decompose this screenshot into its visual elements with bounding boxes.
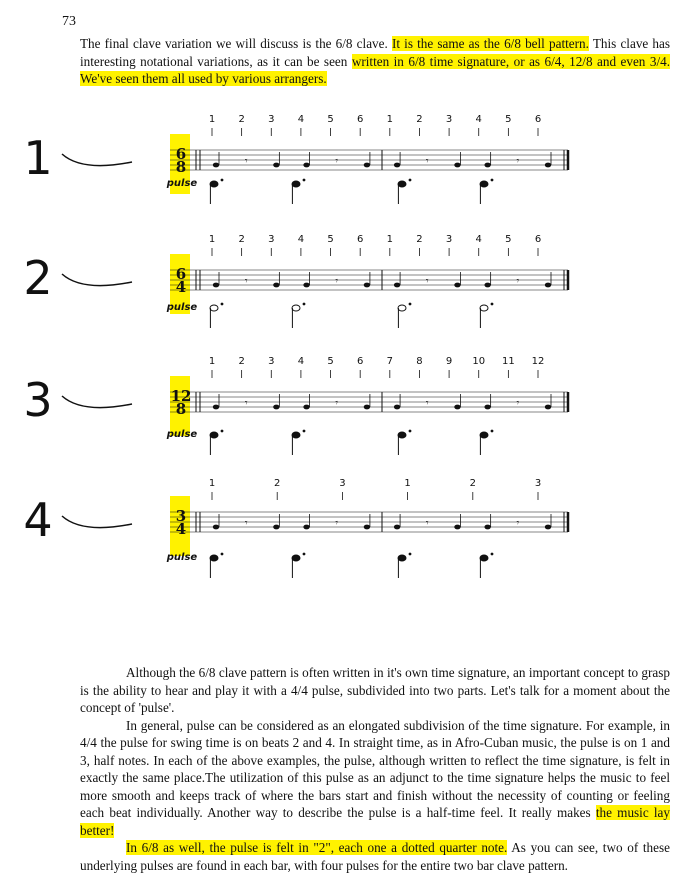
note-head <box>213 283 219 288</box>
rest: 𝄾 <box>335 518 339 529</box>
pulse-note-head <box>398 432 406 438</box>
rest: 𝄾 <box>516 276 520 287</box>
note-head <box>364 525 370 530</box>
beat-number: 10 <box>472 356 486 367</box>
outro-p2-text: In general, pulse can be considered as an elongated subdivision of the time signature. For example, in 4/4 the pulse for swing time is on beats 2 and 4. In straight time, as in Afro-Cuban music, the pulse is on 1 and 3, half notes. In each of the above examples, the pulse, although written to reflect the time signature, is felt in exactly the same place.The utilization of this pulse as an adjunct to the time signature helps the music to feel more smooth and keeps track of where the bars start and finish without the necessity of counting or feeling each beat individually. Another way to describe the pulse is a half-time feel. It really makes <box>80 717 670 820</box>
note-head <box>484 405 490 410</box>
beat-number: 1 <box>208 478 216 489</box>
rest: 𝄾 <box>516 398 520 409</box>
pulse-dot <box>491 179 494 182</box>
pulse-note-head <box>292 432 300 438</box>
example-number: 2 <box>23 251 53 305</box>
rest: 𝄾 <box>516 518 520 529</box>
outro-p3-highlight: In 6/8 as well, the pulse is felt in "2", each one a dotted quarter note. <box>126 840 508 855</box>
time-signature-bottom: 4 <box>175 278 187 296</box>
pulse-dot <box>491 553 494 556</box>
pulse-note-head <box>292 181 300 187</box>
beat-number: 6 <box>356 356 364 367</box>
pulse-dot <box>409 430 412 433</box>
pulse-dot <box>303 553 306 556</box>
note-head <box>273 163 279 168</box>
beat-number: 5 <box>327 356 334 367</box>
note-head <box>454 525 460 530</box>
beat-number: 9 <box>445 356 453 367</box>
time-signature-bottom: 8 <box>175 400 187 418</box>
rest: 𝄾 <box>425 518 429 529</box>
note-head <box>273 405 279 410</box>
pulse-note-head <box>210 181 218 187</box>
beat-number: 2 <box>416 234 423 245</box>
intro-text-2: This clave has interesting notational variations, as it can be seen <box>80 36 670 69</box>
intro-highlight-2: written in 6/8 time signature, or as 6/4, 12/8 and even 3/4. We've seen them all used by various arrangers. <box>80 53 670 86</box>
intro-text-1: The final clave variation we will discuss is the 6/8 clave. <box>80 36 388 51</box>
note-head <box>484 283 490 288</box>
note-head <box>454 283 460 288</box>
beat-number: 3 <box>534 478 542 489</box>
rest: 𝄾 <box>244 276 248 287</box>
example-2 <box>23 234 568 328</box>
rest: 𝄾 <box>244 518 248 529</box>
note-head <box>273 525 279 530</box>
time-signature-bottom: 4 <box>175 520 187 538</box>
beat-number: 5 <box>505 234 512 245</box>
rest: 𝄾 <box>335 156 339 167</box>
pulse-dot <box>409 553 412 556</box>
beat-number: 4 <box>475 114 482 125</box>
outro-paragraph-2 <box>80 717 670 840</box>
time-signature-top: 3 <box>175 507 187 525</box>
beat-number: 5 <box>327 234 334 245</box>
note-head <box>545 405 551 410</box>
beat-number: 6 <box>534 114 542 125</box>
time-signature-top: 6 <box>175 265 187 283</box>
beat-number: 5 <box>505 114 512 125</box>
note-head <box>454 163 460 168</box>
note-head <box>303 405 309 410</box>
beat-number: 6 <box>356 234 364 245</box>
beat-number: 3 <box>445 234 453 245</box>
note-head <box>484 525 490 530</box>
note-head <box>303 163 309 168</box>
pulse-dot <box>221 553 224 556</box>
pulse-dot <box>409 179 412 182</box>
note-head <box>484 163 490 168</box>
pulse-note-head <box>398 305 406 311</box>
note-head <box>394 163 400 168</box>
pulse-note-head <box>210 305 218 311</box>
beat-number: 1 <box>386 234 394 245</box>
time-signature-top: 12 <box>170 387 192 405</box>
outro-p3-text: As you can see, two of these underlying pulses are found in each bar, with four pulses for the entire two bar clave pattern. <box>80 840 670 873</box>
handwritten-dash <box>62 516 132 528</box>
beat-number: 3 <box>268 356 275 367</box>
example-4 <box>23 478 568 578</box>
pulse-note-head <box>480 432 488 438</box>
rest: 𝄾 <box>335 398 339 409</box>
beat-number: 7 <box>386 356 394 367</box>
pulse-note-head <box>480 555 488 561</box>
note-head <box>394 283 400 288</box>
rest: 𝄾 <box>244 398 248 409</box>
note-head <box>213 163 219 168</box>
beat-number: 2 <box>238 234 245 245</box>
pulse-note-head <box>398 555 406 561</box>
pulse-dot <box>409 303 412 306</box>
beat-number: 5 <box>327 114 334 125</box>
beat-number: 6 <box>356 114 364 125</box>
rest: 𝄾 <box>425 276 429 287</box>
beat-number: 4 <box>297 114 305 125</box>
beat-number: 4 <box>297 356 305 367</box>
outro-paragraph-1: Although the 6/8 clave pattern is often written in it's own time signature, an important concept to grasp is the ability to hear and play it with a 4/4 pulse, subdivided into two parts. Let's talk for a moment about the concept of 'pulse'. <box>80 665 670 715</box>
rest: 𝄾 <box>335 276 339 287</box>
pulse-note-head <box>398 181 406 187</box>
beat-number: 2 <box>274 478 281 489</box>
example-number: 3 <box>23 373 53 427</box>
rest: 𝄾 <box>516 156 520 167</box>
note-head <box>303 525 309 530</box>
handwritten-dash <box>62 274 132 286</box>
rest: 𝄾 <box>425 156 429 167</box>
pulse-dot <box>221 430 224 433</box>
example-number: 4 <box>23 493 53 547</box>
note-head <box>213 525 219 530</box>
beat-number: 3 <box>268 234 275 245</box>
beat-number: 6 <box>534 234 542 245</box>
example-3 <box>23 356 568 455</box>
pulse-note-head <box>210 432 218 438</box>
note-head <box>545 163 551 168</box>
note-head <box>303 283 309 288</box>
beat-number: 2 <box>238 114 245 125</box>
intro-highlight-1: It is the same as the 6/8 bell pattern. <box>391 36 589 51</box>
page-number: 73 <box>62 14 76 29</box>
outro-p2-highlight: the music lay better! <box>80 805 670 838</box>
pulse-dot <box>491 430 494 433</box>
beat-number: 1 <box>208 114 216 125</box>
pulse-dot <box>221 303 224 306</box>
pulse-note-head <box>480 181 488 187</box>
pulse-label: pulse <box>166 429 198 440</box>
beat-number: 12 <box>531 356 545 367</box>
beat-number: 11 <box>501 356 515 367</box>
example-1 <box>23 114 568 204</box>
outro-text <box>80 664 670 874</box>
rest: 𝄾 <box>425 398 429 409</box>
note-head <box>454 405 460 410</box>
note-head <box>545 525 551 530</box>
note-head <box>213 405 219 410</box>
time-signature-bottom: 8 <box>175 158 187 176</box>
beat-number: 2 <box>238 356 245 367</box>
beat-number: 8 <box>416 356 423 367</box>
beat-number: 2 <box>469 478 476 489</box>
beat-number: 1 <box>404 478 411 489</box>
note-head <box>394 525 400 530</box>
note-head <box>273 283 279 288</box>
note-head <box>364 163 370 168</box>
pulse-note-head <box>292 555 300 561</box>
beat-number: 2 <box>416 114 423 125</box>
pulse-dot <box>303 303 306 306</box>
note-head <box>545 283 551 288</box>
pulse-note-head <box>480 305 488 311</box>
beat-number: 3 <box>445 114 453 125</box>
example-number: 1 <box>23 131 53 185</box>
note-head <box>364 405 370 410</box>
pulse-note-head <box>210 555 218 561</box>
time-signature-top: 6 <box>175 145 187 163</box>
beat-number: 1 <box>386 114 394 125</box>
handwritten-dash <box>62 396 132 408</box>
beat-number: 4 <box>297 234 305 245</box>
pulse-note-head <box>292 305 300 311</box>
pulse-dot <box>303 430 306 433</box>
note-head <box>364 283 370 288</box>
handwritten-dash <box>62 154 132 166</box>
beat-number: 4 <box>475 234 482 245</box>
rest: 𝄾 <box>244 156 248 167</box>
beat-number: 1 <box>208 356 216 367</box>
pulse-label: pulse <box>166 178 198 189</box>
pulse-dot <box>491 303 494 306</box>
pulse-label: pulse <box>166 552 198 563</box>
beat-number: 3 <box>339 478 346 489</box>
pulse-label: pulse <box>166 302 198 313</box>
beat-number: 3 <box>268 114 275 125</box>
outro-paragraph-3 <box>80 839 670 874</box>
pulse-dot <box>303 179 306 182</box>
pulse-dot <box>221 179 224 182</box>
note-head <box>394 405 400 410</box>
beat-number: 1 <box>208 234 216 245</box>
